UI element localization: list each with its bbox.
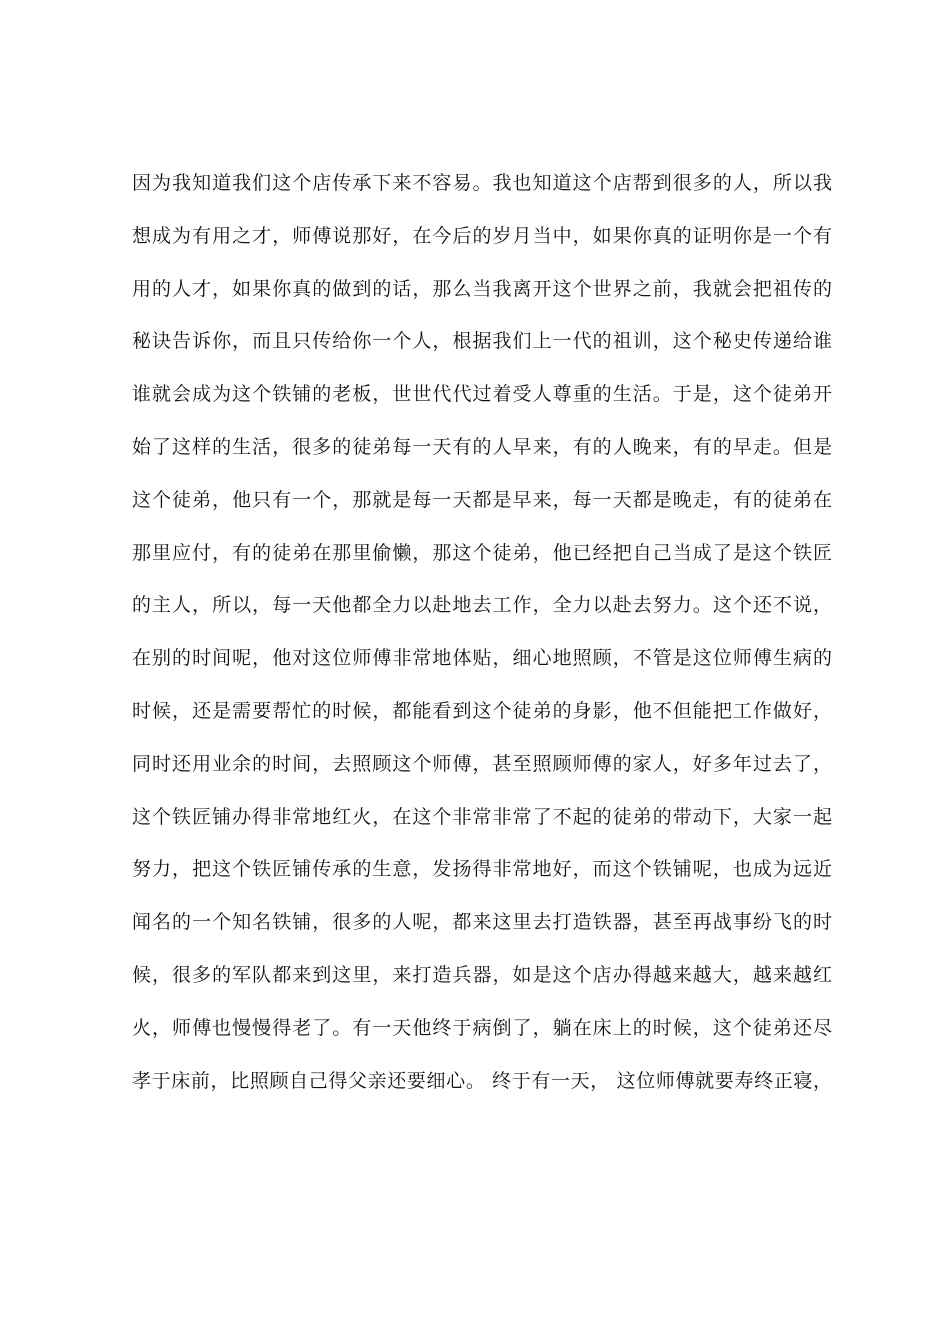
text-line: 秘诀告诉你，而且只传给你一个人，根据我们上一代的祖训，这个秘史传递给谁 bbox=[132, 330, 832, 353]
text-line: 想成为有用之才，师傅说那好，在今后的岁月当中，如果你真的证明你是一个有 bbox=[132, 224, 832, 247]
text-line: 时候，还是需要帮忙的时候，都能看到这个徒弟的身影，他不但能把工作做好， bbox=[132, 699, 832, 722]
text-line: 火，师傅也慢慢得老了。有一天他终于病倒了，躺在床上的时候，这个徒弟还尽 bbox=[132, 1016, 832, 1039]
text-line: 候，很多的军队都来到这里，来打造兵器，如是这个店办得越来越大，越来越红 bbox=[132, 963, 832, 986]
text-line: 用的人才，如果你真的做到的话，那么当我离开这个世界之前，我就会把祖传的 bbox=[132, 277, 832, 300]
body-paragraph bbox=[132, 163, 832, 1113]
text-line: 孝于床前，比照顾自己得父亲还要细心。 终于有一天， 这位师傅就要寿终正寝， bbox=[132, 1069, 832, 1092]
text-line: 因为我知道我们这个店传承下来不容易。我也知道这个店帮到很多的人，所以我 bbox=[132, 172, 832, 194]
text-line: 努力，把这个铁匠铺传承的生意，发扬得非常地好，而这个铁铺呢，也成为远近 bbox=[132, 858, 832, 881]
text-line: 这个徒弟，他只有一个，那就是每一天都是早来，每一天都是晚走，有的徒弟在 bbox=[132, 488, 832, 511]
text-line: 的主人，所以，每一天他都全力以赴地去工作，全力以赴去努力。这个还不说， bbox=[132, 594, 832, 617]
text-line: 在别的时间呢，他对这位师傅非常地体贴，细心地照顾，不管是这位师傅生病的 bbox=[132, 647, 832, 670]
text-line: 闻名的一个知名铁铺，很多的人呢，都来这里去打造铁器，甚至再战事纷飞的时 bbox=[132, 911, 832, 934]
text-line: 同时还用业余的时间，去照顾这个师傅，甚至照顾师傅的家人，好多年过去了， bbox=[132, 752, 832, 775]
text-line: 这个铁匠铺办得非常地红火，在这个非常非常了不起的徒弟的带动下，大家一起 bbox=[132, 805, 832, 828]
text-line: 始了这样的生活，很多的徒弟每一天有的人早来，有的人晚来，有的早走。但是 bbox=[132, 435, 832, 458]
text-line: 谁就会成为这个铁铺的老板，世世代代过着受人尊重的生活。于是，这个徒弟开 bbox=[132, 383, 832, 406]
text-line: 那里应付，有的徒弟在那里偷懒，那这个徒弟，他已经把自己当成了是这个铁匠 bbox=[132, 541, 832, 564]
